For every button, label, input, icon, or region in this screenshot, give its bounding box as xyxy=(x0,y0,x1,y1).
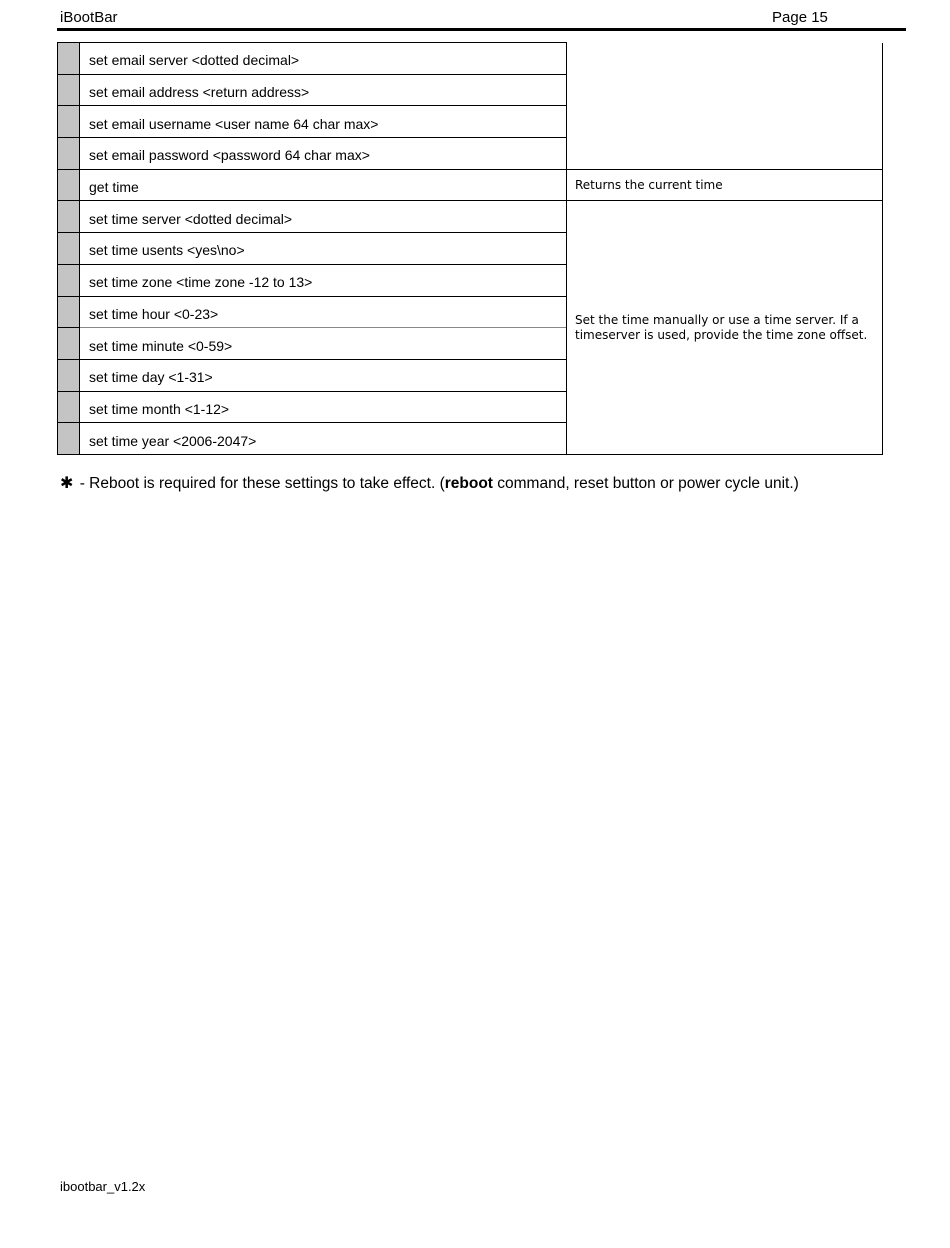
footer-version: ibootbar_v1.2x xyxy=(60,1179,146,1194)
reboot-marker-cell xyxy=(58,233,80,265)
reboot-marker-cell xyxy=(58,264,80,296)
command-cell: set time usents <yes\no> xyxy=(80,233,567,265)
reboot-marker-cell xyxy=(58,74,80,106)
reboot-note xyxy=(60,473,799,493)
header-rule xyxy=(57,28,906,31)
description-time-settings: Set the time manually or use a time server. If a timeserver is used, provide the time zone offset. xyxy=(567,201,883,455)
note-prefix: - Reboot is required for these settings to take effect. ( xyxy=(75,475,445,492)
command-cell: set email username <user name 64 char max> xyxy=(80,106,567,138)
command-cell: set time day <1-31> xyxy=(80,359,567,391)
table-row xyxy=(58,169,883,201)
command-cell: set email password <password 64 char max> xyxy=(80,138,567,170)
table-row xyxy=(58,43,883,75)
reboot-marker-cell xyxy=(58,328,80,360)
command-cell: set email address <return address> xyxy=(80,74,567,106)
command-cell: set time hour <0-23> xyxy=(80,296,567,328)
reboot-marker-cell xyxy=(58,169,80,201)
reboot-marker-cell xyxy=(58,43,80,75)
command-cell: get time xyxy=(80,169,567,201)
table-row xyxy=(58,201,883,233)
reboot-marker-cell xyxy=(58,138,80,170)
reboot-marker-cell xyxy=(58,106,80,138)
description-get-time: Returns the current time xyxy=(567,169,883,201)
command-cell: set time zone <time zone -12 to 13> xyxy=(80,264,567,296)
page-number: Page 15 xyxy=(772,9,828,26)
reboot-marker-cell xyxy=(58,296,80,328)
reboot-marker-cell xyxy=(58,201,80,233)
header-title: iBootBar xyxy=(60,9,118,26)
note-suffix: command, reset button or power cycle unit.) xyxy=(492,475,799,492)
command-table xyxy=(57,42,883,455)
command-cell: set time month <1-12> xyxy=(80,391,567,423)
command-cell: set time year <2006-2047> xyxy=(80,423,567,455)
asterisk-icon: ✱ xyxy=(60,475,74,492)
note-reboot-command: reboot xyxy=(444,475,493,492)
command-cell: set time minute <0-59> xyxy=(80,328,567,360)
reboot-marker-cell xyxy=(58,391,80,423)
description-cell-email xyxy=(567,43,883,170)
reboot-marker-cell xyxy=(58,359,80,391)
command-cell: set time server <dotted decimal> xyxy=(80,201,567,233)
reboot-marker-cell xyxy=(58,423,80,455)
command-cell: set email server <dotted decimal> xyxy=(80,43,567,75)
